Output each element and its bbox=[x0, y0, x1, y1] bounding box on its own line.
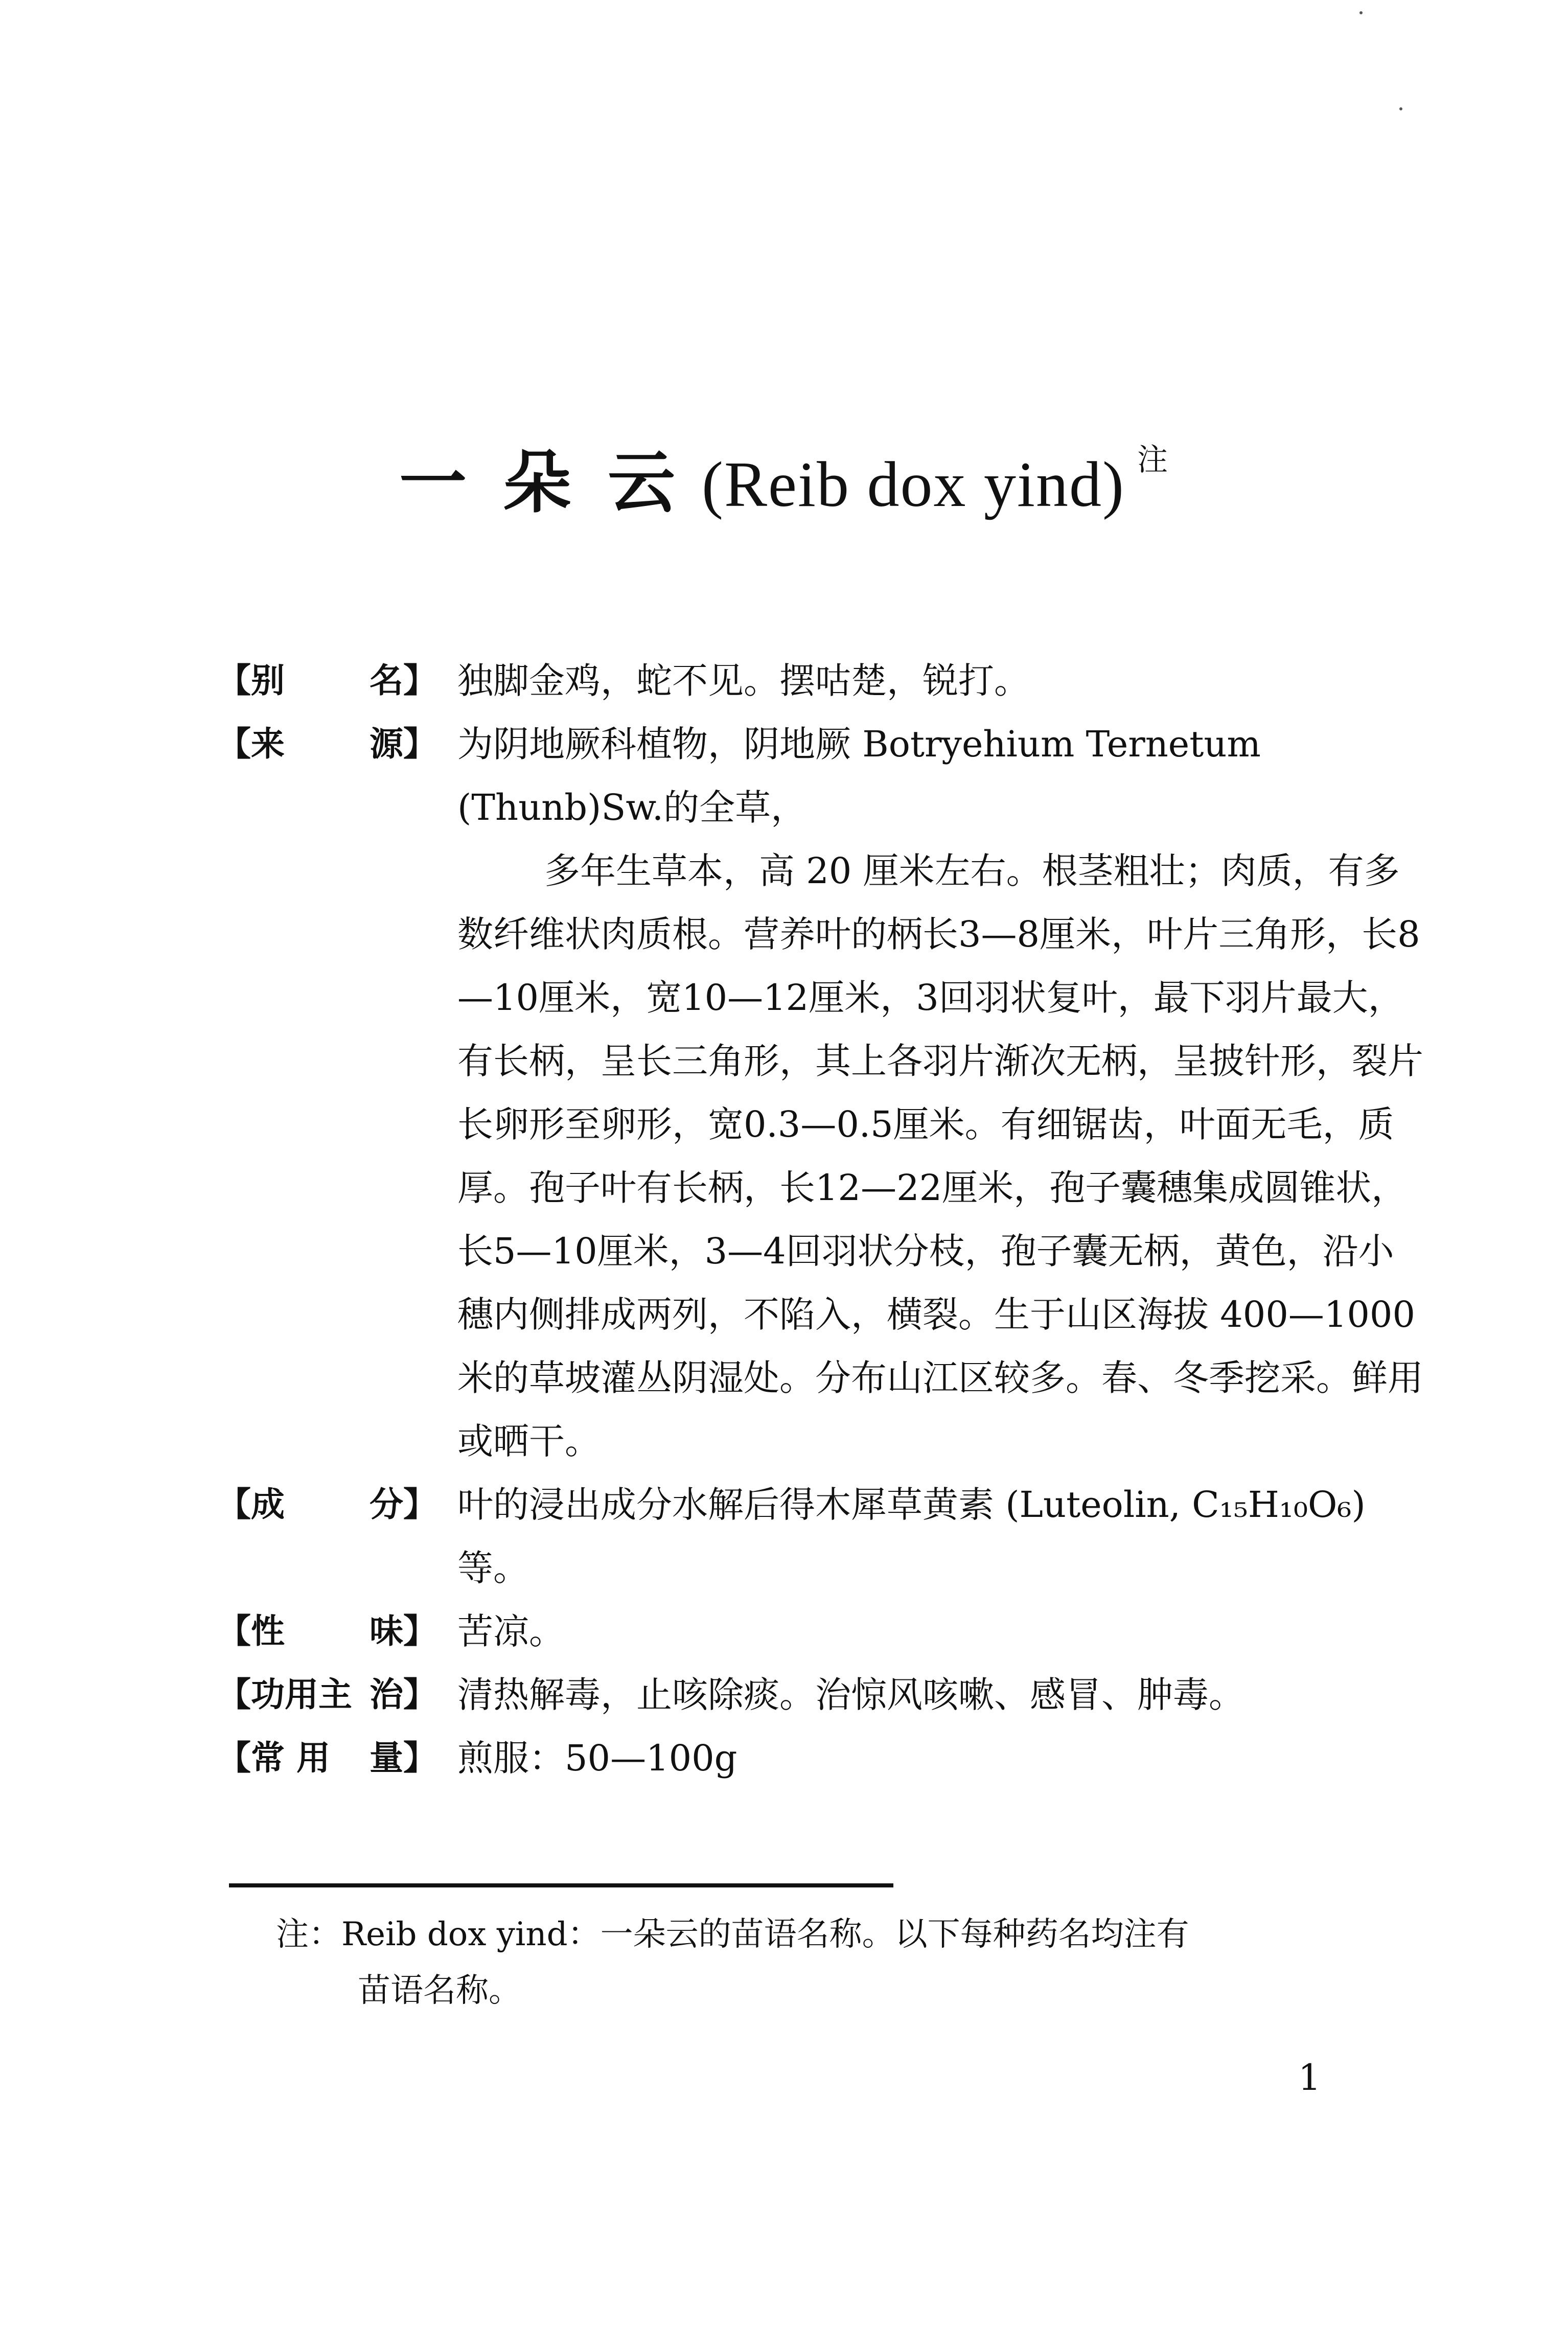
page-number: 1 bbox=[1298, 2057, 1321, 2099]
label-close-bracket: 】 bbox=[403, 1738, 437, 1778]
entry-label bbox=[217, 712, 457, 776]
entry-paragraph: 清热解毒，止咳除痰。治惊风咳嗽、感冒、肿毒。 bbox=[457, 1674, 1244, 1716]
title-latin: (Reib dox yind) bbox=[702, 449, 1125, 520]
entry-paragraph-description: 多年生草本，高 20 厘米左右。根茎粗壮；肉质，有多数纤维状肉质根。营养叶的柄长3—8厘米，叶片三角形，长8—10厘米，宽10—12厘米，3回羽状复叶，最下羽片最大，有长柄，呈长三角形，其上各羽片渐次无柄，呈披针形，裂片长卵形至卵形，宽0.3—0.5厘米。有细锯齿，叶面无毛，质厚。孢子叶有长柄，长12—22厘米，孢子囊穗集成圆锥状，长5—10厘米，3—4回羽状分枝，孢子囊无柄，黄色，沿小穗内侧排成两列，不陷入，横裂。生于山区海拔 400—1000 米的草坡灌丛阴湿处。分布山江区较多。春、冬季挖采。鲜用或晒干。 bbox=[457, 850, 1423, 1462]
entry-paragraph: 独脚金鸡，蛇不见。摆咕楚，锐打。 bbox=[457, 660, 1030, 702]
entry-dosage bbox=[217, 1726, 1428, 1790]
title-note-marker: 注 bbox=[1137, 442, 1169, 478]
label-open-bracket: 【 bbox=[217, 1738, 251, 1778]
label-close-bracket: 】 bbox=[403, 1611, 437, 1651]
entry-label bbox=[217, 1600, 457, 1663]
entry-label bbox=[217, 1663, 457, 1726]
entry-paragraph: 煎服：50—100g bbox=[457, 1737, 737, 1779]
entry-function bbox=[217, 1663, 1428, 1726]
entry-label bbox=[217, 1473, 457, 1536]
label-open-bracket: 【 bbox=[217, 1485, 251, 1524]
label-char-last: 分 bbox=[370, 1485, 403, 1524]
entry-source bbox=[217, 712, 1428, 1473]
label-char-first: 常 用 bbox=[251, 1738, 330, 1778]
entry-content bbox=[457, 1473, 1428, 1600]
entry-label bbox=[217, 1726, 457, 1790]
footnote bbox=[276, 1906, 1400, 2019]
page-title bbox=[0, 419, 1568, 526]
label-close-bracket: 】 bbox=[403, 724, 437, 764]
entry-label bbox=[217, 649, 457, 712]
footnote-line-1: 注：Reib dox yind：一朵云的苗语名称。以下每种药名均注有 bbox=[276, 1916, 1189, 1953]
scan-speck bbox=[1399, 107, 1402, 110]
label-char-last: 量 bbox=[370, 1738, 403, 1778]
entry-content bbox=[457, 1726, 1428, 1790]
label-char-first: 来 bbox=[251, 724, 285, 764]
label-close-bracket: 】 bbox=[403, 661, 437, 700]
entry-composition bbox=[217, 1473, 1428, 1600]
label-char-last: 源 bbox=[370, 724, 403, 764]
label-char-last: 味 bbox=[370, 1611, 403, 1651]
label-open-bracket: 【 bbox=[217, 724, 251, 764]
label-char-first: 性 bbox=[251, 1611, 285, 1651]
label-char-first: 成 bbox=[251, 1485, 285, 1524]
label-close-bracket: 】 bbox=[403, 1485, 437, 1524]
entry-paragraph: 叶的浸出成分水解后得木犀草黄素 (Luteolin, C₁₅H₁₀O₆)等。 bbox=[457, 1484, 1366, 1589]
entry-content bbox=[457, 1600, 1428, 1663]
label-char-last: 治 bbox=[370, 1675, 403, 1714]
label-open-bracket: 【 bbox=[217, 1675, 251, 1714]
entry-taste bbox=[217, 1600, 1428, 1663]
entry-content bbox=[457, 649, 1428, 712]
label-close-bracket: 】 bbox=[403, 1675, 437, 1714]
entry-alias bbox=[217, 649, 1428, 712]
entry-list bbox=[217, 649, 1428, 1790]
entry-paragraph: 为阴地厥科植物，阴地厥 Botryehium Ternetum (Thunb)Sw.的全草， bbox=[457, 723, 1261, 828]
entry-content bbox=[457, 1663, 1428, 1726]
label-char-first: 功用主 bbox=[251, 1675, 352, 1714]
label-char-last: 名 bbox=[370, 661, 403, 700]
label-open-bracket: 【 bbox=[217, 661, 251, 700]
title-chinese: 一朵云 bbox=[399, 443, 712, 522]
entry-paragraph: 苦凉。 bbox=[457, 1610, 565, 1652]
entry-content bbox=[457, 712, 1428, 1473]
footnote-divider bbox=[229, 1883, 893, 1887]
label-char-first: 别 bbox=[251, 661, 285, 700]
label-open-bracket: 【 bbox=[217, 1611, 251, 1651]
scan-speck bbox=[1359, 11, 1363, 14]
footnote-line-2: 苗语名称。 bbox=[358, 1972, 521, 2010]
